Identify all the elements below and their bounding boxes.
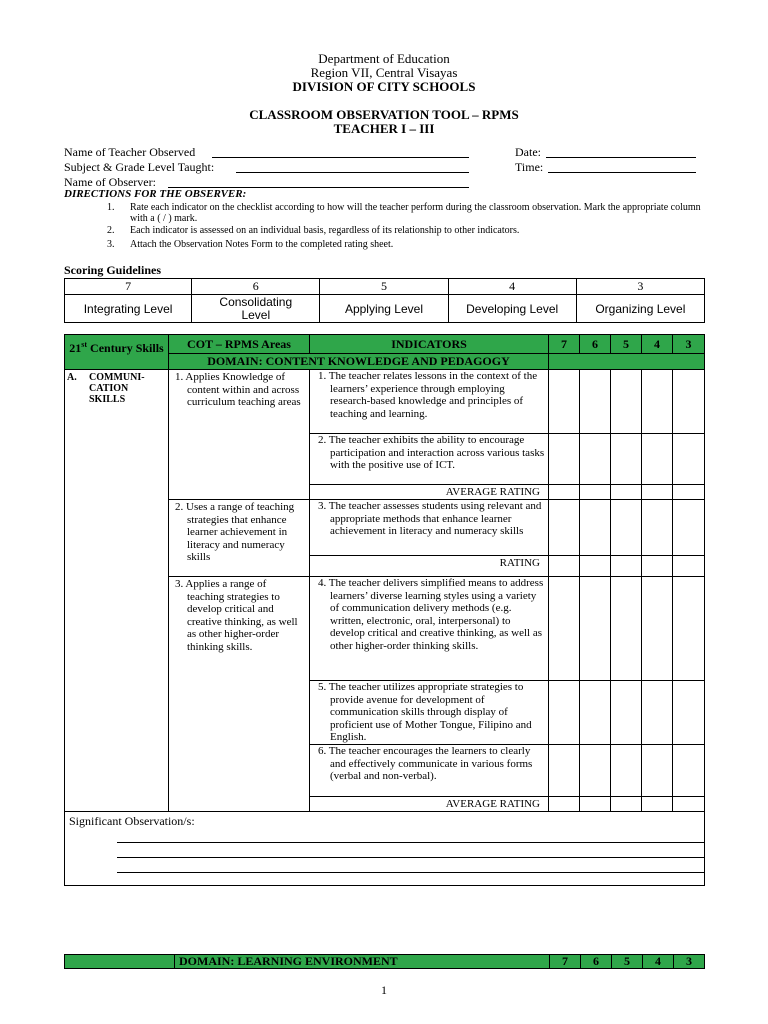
directions-text: Attach the Observation Notes Form to the completed rating sheet. [130, 239, 394, 250]
indicator-6: 6. The teacher encourages the learners to clearly and effectively communicate in various forms (verbal and non-verbal). [309, 744, 549, 797]
rating-cell[interactable] [548, 680, 580, 745]
score-header-2: 4 [642, 954, 674, 969]
rating-cell[interactable] [672, 499, 705, 556]
time-label: Time: [515, 160, 544, 174]
rating-cell[interactable] [579, 796, 611, 812]
rating-cell[interactable] [548, 796, 580, 812]
rating-cell[interactable] [672, 744, 705, 797]
rating-cell[interactable] [672, 484, 705, 500]
rating-cell[interactable] [548, 555, 580, 577]
rating-cell[interactable] [548, 744, 580, 797]
rating-cell[interactable] [641, 484, 673, 500]
significant-observation-box [64, 811, 705, 886]
domain-learning-environment: DOMAIN: LEARNING ENVIRONMENT [174, 954, 550, 969]
rating-cell[interactable] [579, 433, 611, 485]
rating-cell[interactable] [641, 369, 673, 434]
subject-label: Subject & Grade Level Taught: [64, 160, 215, 174]
rating-cell[interactable] [672, 796, 705, 812]
observation-line[interactable] [117, 857, 705, 858]
directions-item [107, 239, 707, 250]
directions-item [107, 202, 707, 224]
rating-2: RATING [309, 555, 549, 577]
score-value: 4 [448, 279, 576, 295]
rating-cell[interactable] [672, 369, 705, 434]
score-value: 3 [576, 279, 704, 295]
score-header: 5 [610, 334, 642, 354]
score-label: Developing Level [448, 295, 576, 323]
score-header: 7 [548, 334, 580, 354]
directions-text: Each indicator is assessed on an individual basis, regardless of its relationship to other indicators. [130, 225, 520, 236]
rating-cell[interactable] [672, 576, 705, 681]
directions-title: DIRECTIONS FOR THE OBSERVER: [64, 188, 247, 200]
area-3: 3. Applies a range of teaching strategies to develop critical and creative thinking, as well as other higher-order thinking skills. [168, 576, 310, 812]
observation-line[interactable] [117, 842, 705, 843]
score-label: Consolidating Level [192, 295, 320, 323]
skill-communication-cell: A. COMMUNI-CATION SKILLS [64, 369, 169, 812]
average-rating-1: AVERAGE RATING [309, 484, 549, 500]
teacher-name-field[interactable] [212, 157, 469, 158]
teacher-name-label: Name of Teacher Observed [64, 145, 196, 159]
page-number: 1 [381, 983, 387, 997]
rating-cell[interactable] [610, 744, 642, 797]
scoring-title: Scoring Guidelines [64, 263, 162, 277]
rating-cell[interactable] [610, 499, 642, 556]
rating-cell[interactable] [641, 499, 673, 556]
skills-header: 21st Century Skills [64, 334, 169, 370]
rating-cell[interactable] [610, 796, 642, 812]
rating-cell[interactable] [579, 499, 611, 556]
rating-cell[interactable] [548, 576, 580, 681]
directions-item [107, 225, 707, 236]
rating-cell[interactable] [579, 576, 611, 681]
area-1: 1. Applies Knowledge of content within and across curriculum teaching areas [168, 369, 310, 500]
rating-cell[interactable] [548, 369, 580, 434]
rating-cell[interactable] [610, 555, 642, 577]
header-department: Department of Education [318, 51, 450, 66]
date-field[interactable] [546, 157, 696, 158]
scoring-table [64, 278, 705, 323]
rating-cell[interactable] [579, 680, 611, 745]
time-field[interactable] [548, 172, 696, 173]
rating-cell[interactable] [610, 680, 642, 745]
score-header-2: 3 [673, 954, 705, 969]
rating-cell[interactable] [641, 576, 673, 681]
areas-header: COT – RPMS Areas [168, 334, 310, 354]
rating-cell[interactable] [672, 555, 705, 577]
domain-content-knowledge: DOMAIN: CONTENT KNOWLEDGE AND PEDAGOGY [168, 353, 549, 370]
score-header: 4 [641, 334, 673, 354]
subject-field[interactable] [236, 172, 469, 173]
rating-cell[interactable] [579, 369, 611, 434]
directions-num: 2. [107, 225, 115, 236]
score-header-2: 6 [580, 954, 612, 969]
score-label: Organizing Level [576, 295, 704, 323]
indicator-2: 2. The teacher exhibits the ability to encourage participation and interaction across various tasks with the positive use of ICT. [309, 433, 549, 485]
score-value: 5 [320, 279, 448, 295]
date-label: Date: [515, 145, 541, 159]
score-label: Integrating Level [65, 295, 192, 323]
domain-learning-env-spacer [64, 954, 175, 969]
rating-cell[interactable] [641, 433, 673, 485]
rating-cell[interactable] [548, 499, 580, 556]
indicator-1: 1. The teacher relates lessons in the context of the learners’ experience through employing research-based knowledge and principles of teaching and learning. [309, 369, 549, 434]
rating-cell[interactable] [610, 484, 642, 500]
rating-cell[interactable] [579, 555, 611, 577]
rating-cell[interactable] [579, 484, 611, 500]
domain-spacer [548, 353, 705, 370]
observer-label: Name of Observer: [64, 175, 156, 189]
rating-cell[interactable] [672, 433, 705, 485]
rating-cell[interactable] [672, 680, 705, 745]
rating-cell[interactable] [548, 484, 580, 500]
observation-line[interactable] [117, 872, 705, 873]
rating-cell[interactable] [548, 433, 580, 485]
score-header-2: 7 [549, 954, 581, 969]
document-title: CLASSROOM OBSERVATION TOOL – RPMS [249, 107, 519, 122]
rating-cell[interactable] [610, 576, 642, 681]
score-value: 7 [65, 279, 192, 295]
rating-cell[interactable] [641, 680, 673, 745]
score-label: Applying Level [320, 295, 448, 323]
header-region: Region VII, Central Visayas [310, 65, 458, 80]
document-subtitle: TEACHER I – III [333, 121, 435, 136]
indicator-4: 4. The teacher delivers simplified means to address learners’ diverse learning styles using a variety of communication delivery methods (e.g. written, electronic, oral, interpersonal) to develop critical and creative thinking, as well as other higher-order thinking skills. [309, 576, 549, 681]
rating-cell[interactable] [610, 433, 642, 485]
indicator-3: 3. The teacher assesses students using relevant and appropriate methods that enhance learner achievement in literacy and numeracy skills [309, 499, 549, 556]
area-2: 2. Uses a range of teaching strategies that enhance learner achievement in literacy and numeracy skills [168, 499, 310, 577]
rating-cell[interactable] [641, 555, 673, 577]
indicator-5: 5. The teacher utilizes appropriate strategies to provide avenue for development of communication skills through display of proficient use of Mother Tongue, Filipino and English. [309, 680, 549, 745]
score-header: 3 [672, 334, 705, 354]
significant-observation-label: Significant Observation/s: [69, 814, 195, 828]
header-division: DIVISION OF CITY SCHOOLS [292, 79, 476, 94]
score-value: 6 [192, 279, 320, 295]
rating-cell[interactable] [610, 369, 642, 434]
rating-cell[interactable] [579, 744, 611, 797]
directions-text: Rate each indicator on the checklist according to how will the teacher perform during the classroom observation. Mark the appropriate column with a ( / ) mark. [130, 202, 701, 224]
directions-num: 1. [107, 202, 115, 213]
average-rating-3: AVERAGE RATING [309, 796, 549, 812]
score-header-2: 5 [611, 954, 643, 969]
score-header: 6 [579, 334, 611, 354]
rating-cell[interactable] [641, 796, 673, 812]
rating-cell[interactable] [641, 744, 673, 797]
directions-num: 3. [107, 239, 115, 250]
indicators-header: INDICATORS [309, 334, 549, 354]
